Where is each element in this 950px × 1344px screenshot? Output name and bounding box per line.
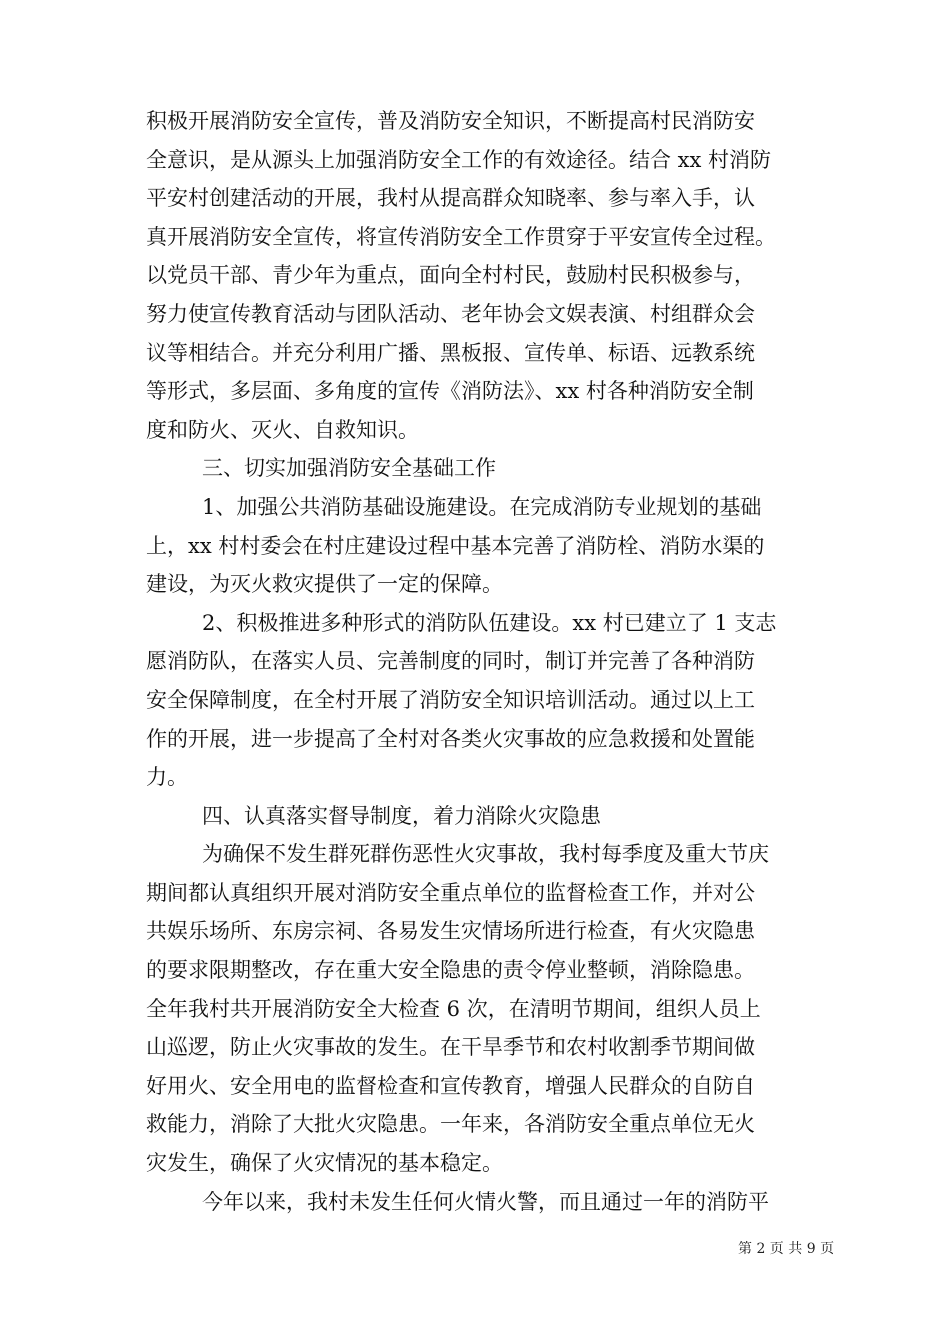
document-body bbox=[146, 102, 836, 1221]
paragraph-line: 山巡逻，防止火灾事故的发生。在干旱季节和农村收割季节期间做 bbox=[146, 1035, 755, 1060]
section-heading: 三、切实加强消防安全基础工作 bbox=[202, 456, 496, 481]
paragraph-line: 等形式，多层面、多角度的宣传《消防法》、xx 村各种消防安全制 bbox=[146, 379, 754, 404]
paragraph-line: 全年我村共开展消防安全大检查 6 次，在清明节期间，组织人员上 bbox=[146, 996, 761, 1021]
paragraph-line: 救能力，消除了大批火灾隐患。一年来，各消防安全重点单位无火 bbox=[146, 1112, 755, 1137]
paragraph-line: 平安村创建活动的开展，我村从提高群众知晓率、参与率入手，认 bbox=[146, 186, 755, 211]
paragraph-line: 今年以来，我村未发生任何火情火警，而且通过一年的消防平 bbox=[202, 1189, 769, 1214]
page-number: 第 2 页 共 9 页 bbox=[738, 1241, 835, 1257]
paragraph-line: 灾发生，确保了火灾情况的基本稳定。 bbox=[146, 1151, 503, 1176]
paragraph-line: 1、加强公共消防基础设施建设。在完成消防专业规划的基础 bbox=[202, 494, 762, 519]
paragraph-line: 愿消防队，在落实人员、完善制度的同时，制订并完善了各种消防 bbox=[146, 649, 755, 674]
paragraph-line: 力。 bbox=[146, 765, 188, 790]
paragraph-line: 全意识，是从源头上加强消防安全工作的有效途径。结合 xx 村消防 bbox=[146, 147, 772, 172]
section-heading: 四、认真落实督导制度，着力消除火灾隐患 bbox=[202, 803, 601, 828]
paragraph-line: 好用火、安全用电的监督检查和宣传教育，增强人民群众的自防自 bbox=[146, 1073, 755, 1098]
paragraph-line: 安全保障制度，在全村开展了消防安全知识培训活动。通过以上工 bbox=[146, 687, 755, 712]
paragraph-line: 议等相结合。并充分利用广播、黑板报、宣传单、标语、远教系统 bbox=[146, 340, 755, 365]
paragraph-line: 上，xx 村村委会在村庄建设过程中基本完善了消防栓、消防水渠的 bbox=[146, 533, 765, 558]
paragraph-line: 以党员干部、青少年为重点，面向全村村民，鼓励村民积极参与， bbox=[146, 263, 755, 288]
paragraph-line: 作的开展，进一步提高了全村对各类火灾事故的应急救援和处置能 bbox=[146, 726, 755, 751]
paragraph-line: 的要求限期整改，存在重大安全隐患的责令停业整顿，消除隐患。 bbox=[146, 958, 755, 983]
paragraph-line: 为确保不发生群死群伤恶性火灾事故，我村每季度及重大节庆 bbox=[202, 842, 769, 867]
paragraph-line: 积极开展消防安全宣传，普及消防安全知识，不断提高村民消防安 bbox=[146, 109, 755, 133]
paragraph-line: 度和防火、灭火、自救知识。 bbox=[146, 417, 419, 442]
paragraph-line: 真开展消防安全宣传，将宣传消防安全工作贯穿于平安宣传全过程。 bbox=[146, 224, 776, 249]
paragraph-line: 2、积极推进多种形式的消防队伍建设。xx 村已建立了 1 支志 bbox=[202, 610, 777, 635]
paragraph-line: 期间都认真组织开展对消防安全重点单位的监督检查工作，并对公 bbox=[146, 880, 755, 905]
paragraph-line: 努力使宣传教育活动与团队活动、老年协会文娱表演、村组群众会 bbox=[146, 301, 755, 326]
paragraph-line: 建设，为灭火救灾提供了一定的保障。 bbox=[146, 572, 503, 597]
paragraph-line: 共娱乐场所、东房宗祠、各易发生灾情场所进行检查，有火灾隐患 bbox=[146, 919, 755, 944]
